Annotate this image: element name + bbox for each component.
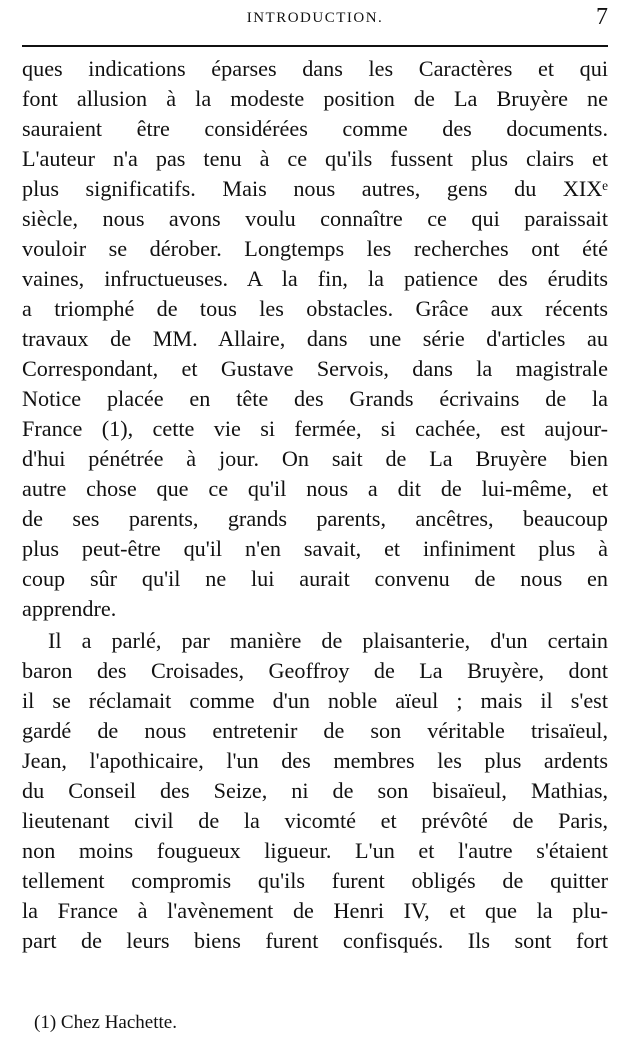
header-rule <box>22 45 608 47</box>
text-line: ques indications éparses dans les Caractères et qui <box>22 56 608 81</box>
text-line: siècle, nous avons voulu connaître ce qui paraissait <box>22 206 608 231</box>
text-line: France (1), cette vie si fermée, si cachée, est aujour- <box>22 416 608 441</box>
text-line: travaux de MM. Allaire, dans une série d'articles au <box>22 326 608 351</box>
text-line: Notice placée en tête des Grands écrivains de la <box>22 386 608 411</box>
text-line: apprendre. <box>22 596 117 621</box>
text-line: gardé de nous entretenir de son véritable trisaïeul, <box>22 718 608 743</box>
text-line: vouloir se dérober. Longtemps les recherches ont été <box>22 236 608 261</box>
text-line: il se réclamait comme d'un noble aïeul ; mais il s'est <box>22 688 608 713</box>
body-text <box>22 54 608 956</box>
text-line: lieutenant civil de la vicomté et prévôté de Paris, <box>22 808 608 833</box>
page-number: 7 <box>596 4 608 30</box>
text-line: d'hui pénétrée à jour. On sait de La Bruyère bien <box>22 446 608 471</box>
text-line: autre chose que ce qu'il nous a dit de lui-même, et <box>22 476 608 501</box>
text-line: de ses parents, grands parents, ancêtres, beaucoup <box>22 506 608 531</box>
text-line: la France à l'avènement de Henri IV, et que la plu- <box>22 898 608 923</box>
text-line: plus significatifs. Mais nous autres, gens du XIXᵉ <box>22 176 608 201</box>
text-line: tellement compromis qu'ils furent obligés de quitter <box>22 868 608 893</box>
text-line: du Conseil des Seize, ni de son bisaïeul, Mathias, <box>22 778 608 803</box>
footnote: (1) Chez Hachette. <box>34 1012 177 1033</box>
text-line: Il a parlé, par manière de plaisanterie, d'un certain <box>48 628 608 653</box>
text-line: sauraient être considérées comme des documents. <box>22 116 608 141</box>
running-head: INTRODUCTION. <box>246 10 384 26</box>
text-line: L'auteur n'a pas tenu à ce qu'ils fussent plus clairs et <box>22 146 608 171</box>
text-line: coup sûr qu'il ne lui aurait convenu de nous en <box>22 566 608 591</box>
text-line: vaines, infructueuses. A la fin, la patience des érudits <box>22 266 608 291</box>
text-line: non moins fougueux ligueur. L'un et l'autre s'étaient <box>22 838 608 863</box>
text-line: part de leurs biens furent confisqués. Ils sont fort <box>22 928 608 953</box>
page-header <box>22 6 608 38</box>
text-line: baron des Croisades, Geoffroy de La Bruyère, dont <box>22 658 608 683</box>
text-line: Correspondant, et Gustave Servois, dans la magistrale <box>22 356 608 381</box>
text-line: Jean, l'apothicaire, l'un des membres les plus ardents <box>22 748 608 773</box>
text-line: font allusion à la modeste position de La Bruyère ne <box>22 86 608 111</box>
text-line: plus peut-être qu'il n'en savait, et infiniment plus à <box>22 536 608 561</box>
text-line: a triomphé de tous les obstacles. Grâce aux récents <box>22 296 608 321</box>
